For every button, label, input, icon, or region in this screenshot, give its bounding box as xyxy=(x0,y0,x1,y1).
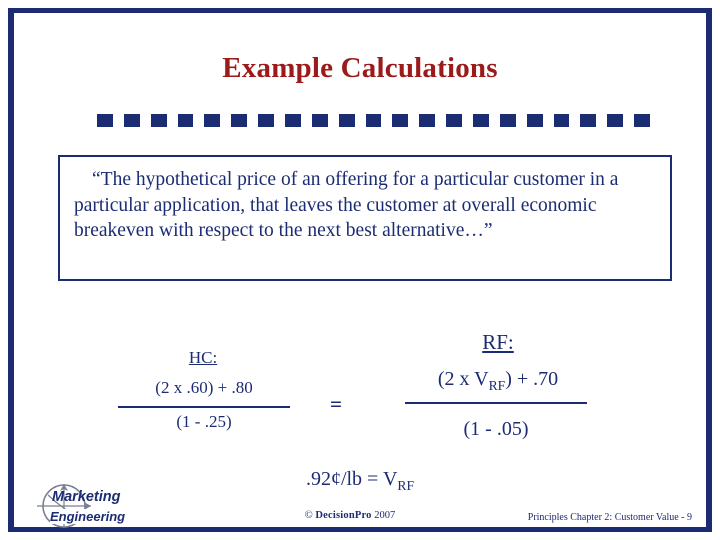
hc-numerator: (2 x .60) + .80 xyxy=(155,378,253,397)
decorative-square xyxy=(580,114,596,127)
definition-quote-text: “The hypothetical price of an offering for a particular customer in a particular application, that leaves the customer at overall economic breakeven with respect to the next best alternative…” xyxy=(74,169,619,241)
decorative-square xyxy=(151,114,167,127)
logo-line-1: Marketing xyxy=(52,489,121,505)
decorative-square xyxy=(392,114,408,127)
hc-denominator: (1 - .25) xyxy=(176,412,232,431)
decorative-square-row xyxy=(97,114,650,127)
decorative-square xyxy=(500,114,516,127)
equals-sign: = xyxy=(330,392,342,416)
rf-numerator xyxy=(405,368,591,394)
copyright-year: 2007 xyxy=(374,510,396,521)
equation-result xyxy=(200,468,520,494)
hc-fraction-rule xyxy=(118,406,290,408)
decorative-square xyxy=(258,114,274,127)
copyright-company: DecisionPro xyxy=(315,510,372,521)
decorative-square xyxy=(339,114,355,127)
decorative-square xyxy=(97,114,113,127)
rf-numerator-subscript: RF xyxy=(488,378,506,393)
logo-compass-icon xyxy=(24,480,176,532)
rf-fraction-rule xyxy=(405,402,587,404)
copyright-symbol: © xyxy=(304,510,313,521)
top-border-bar xyxy=(8,8,712,13)
decorative-square xyxy=(285,114,301,127)
rf-numerator-pre: (2 x V xyxy=(437,368,489,390)
decorative-square xyxy=(419,114,435,127)
result-subscript: RF xyxy=(397,478,415,493)
decorative-square xyxy=(312,114,328,127)
decorative-square xyxy=(634,114,650,127)
decorative-square xyxy=(446,114,462,127)
decorative-square xyxy=(124,114,140,127)
decorative-square xyxy=(473,114,489,127)
result-text: .92¢/lb = V xyxy=(305,468,398,490)
decorative-square xyxy=(204,114,220,127)
decorative-square xyxy=(178,114,194,127)
decorative-square xyxy=(607,114,623,127)
copyright-notice xyxy=(240,510,460,521)
rf-denominator: (1 - .05) xyxy=(463,418,529,440)
footer-chapter-label: Principles Chapter 2: Customer Value - 9 xyxy=(527,512,692,523)
decorative-square xyxy=(231,114,247,127)
rf-numerator-post: ) + .70 xyxy=(505,368,559,390)
hc-label: HC: xyxy=(188,348,218,367)
definition-quote-box xyxy=(58,155,672,281)
decorative-square xyxy=(366,114,382,127)
marketing-engineering-logo xyxy=(24,480,176,532)
rf-label: RF: xyxy=(482,330,514,354)
logo-line-2: Engineering xyxy=(50,509,126,524)
page-title: Example Calculations xyxy=(222,52,498,84)
decorative-square xyxy=(527,114,543,127)
decorative-square xyxy=(554,114,570,127)
